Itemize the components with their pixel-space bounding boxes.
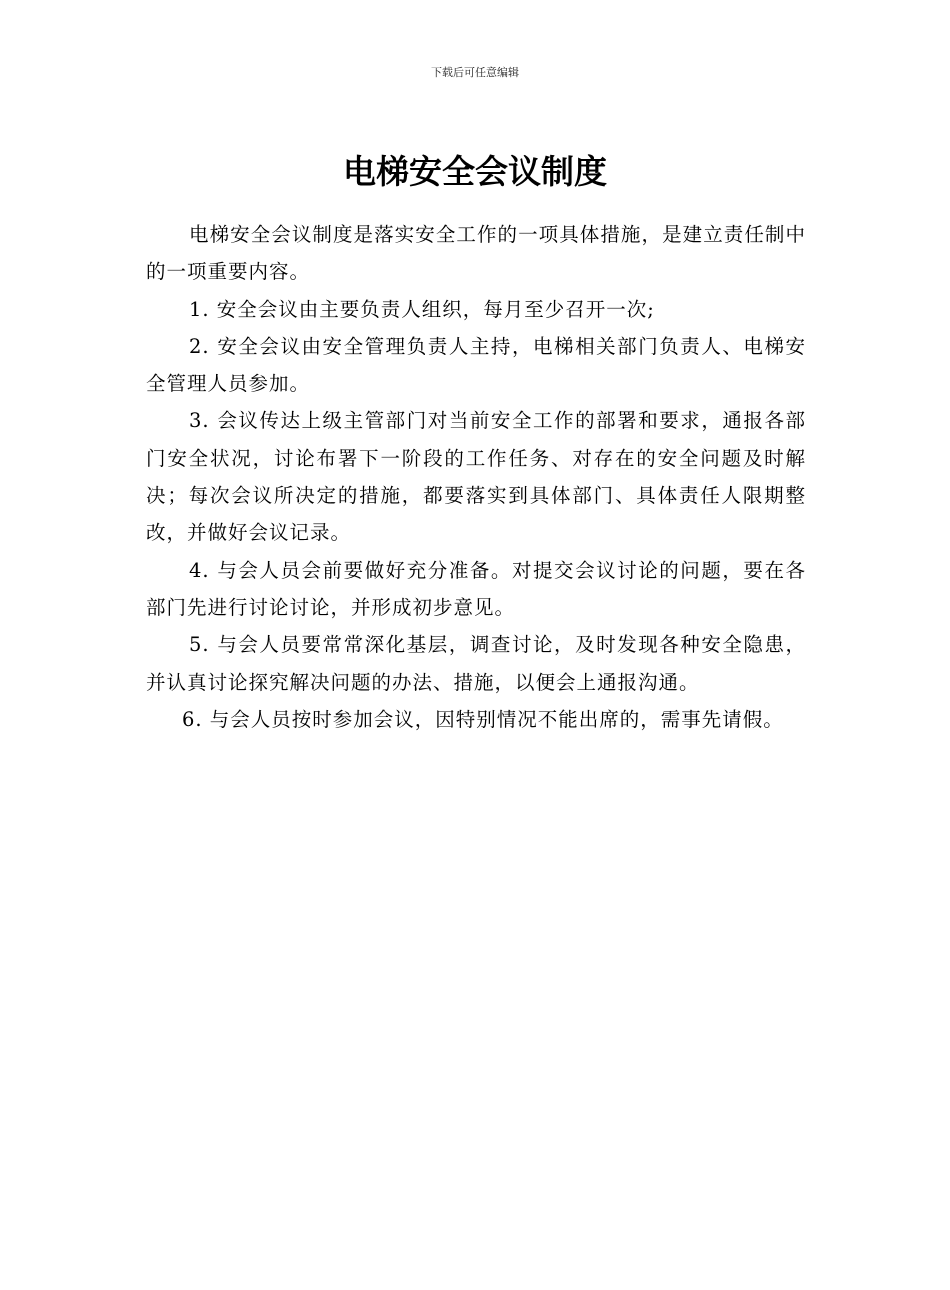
rule-item-2: 2. 安全会议由安全管理负责人主持，电梯相关部门负责人、电梯安全管理人员参加。 <box>146 334 806 396</box>
rule-item-3: 3. 会议传达上级主管部门对当前安全工作的部署和要求，通报各部门安全状况，讨论布署下一阶段的工作任务、对存在的安全问题及时解决；每次会议所决定的措施，都要落实到具体部门、具体责任人限期整改，并做好会议记录。 <box>146 409 806 545</box>
intro-paragraph: 电梯安全会议制度是落实安全工作的一项具体措施，是建立责任制中的一项重要内容。 <box>146 223 806 284</box>
document-title: 电梯安全会议制度 <box>343 152 607 191</box>
document-body <box>146 216 806 738</box>
rule-item-6: 6. 与会人员按时参加会议，因特别情况不能出席的，需事先请假。 <box>182 707 784 731</box>
rule-item-1: 1. 安全会议由主要负责人组织，每月至少召开一次; <box>189 297 655 321</box>
rule-item-5: 5. 与会人员要常常深化基层，调查讨论，及时发现各种安全隐患，并认真讨论探究解决问题的办法、措施，以便会上通报沟通。 <box>146 633 806 694</box>
page-header-note: 下载后可任意编辑 <box>431 66 519 79</box>
rule-item-4: 4. 与会人员会前要做好充分准备。对提交会议讨论的问题，要在各部门先进行讨论讨论，并形成初步意见。 <box>146 558 806 619</box>
